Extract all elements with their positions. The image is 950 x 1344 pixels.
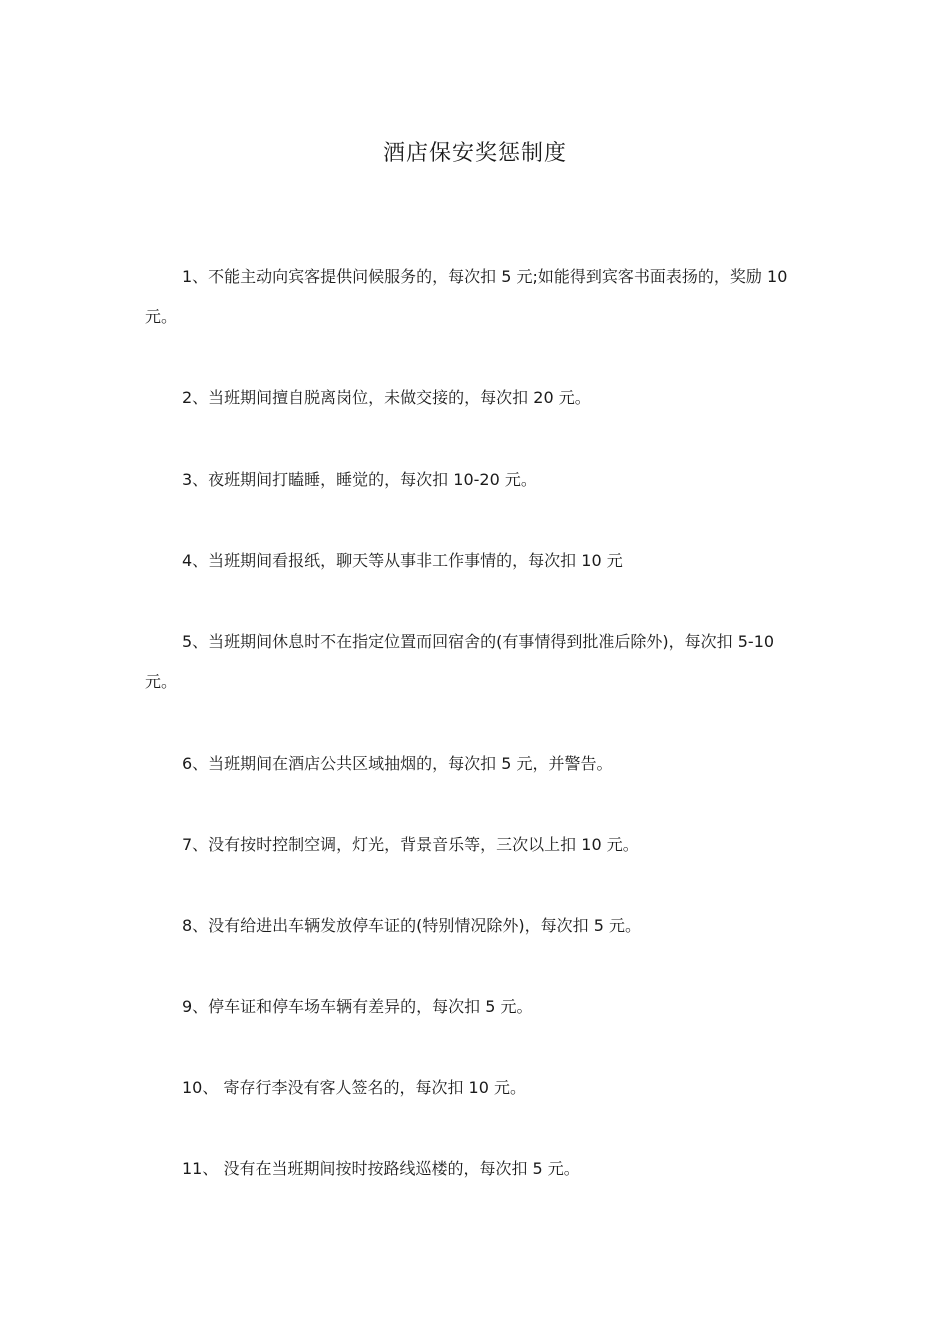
rule-item: 7、没有按时控制空调，灯光，背景音乐等，三次以上扣 10 元。 (182, 835, 639, 854)
rule-item: 1、不能主动向宾客提供问候服务的，每次扣 5 元;如能得到宾客书面表扬的，奖励 10 元。 (145, 267, 788, 326)
rule-item: 11、 没有在当班期间按时按路线巡楼的，每次扣 5 元。 (182, 1159, 580, 1178)
rule-item: 8、没有给进出车辆发放停车证的(特别情况除外)，每次扣 5 元。 (182, 916, 642, 935)
rule-item: 6、当班期间在酒店公共区域抽烟的，每次扣 5 元，并警告。 (182, 754, 613, 773)
rule-item: 5、当班期间休息时不在指定位置而回宿舍的(有事情得到批准后除外)，每次扣 5-10 元。 (145, 632, 775, 691)
rule-item: 4、当班期间看报纸，聊天等从事非工作事情的，每次扣 10 元 (182, 551, 623, 570)
rule-item: 3、夜班期间打瞌睡，睡觉的，每次扣 10-20 元。 (182, 470, 537, 489)
page-title: 酒店保安奖惩制度 (382, 141, 567, 166)
rule-item: 9、停车证和停车场车辆有差异的，每次扣 5 元。 (182, 997, 533, 1016)
rule-item: 10、 寄存行李没有客人签名的，每次扣 10 元。 (182, 1078, 526, 1097)
rule-item: 2、当班期间擅自脱离岗位，未做交接的，每次扣 20 元。 (182, 388, 591, 407)
